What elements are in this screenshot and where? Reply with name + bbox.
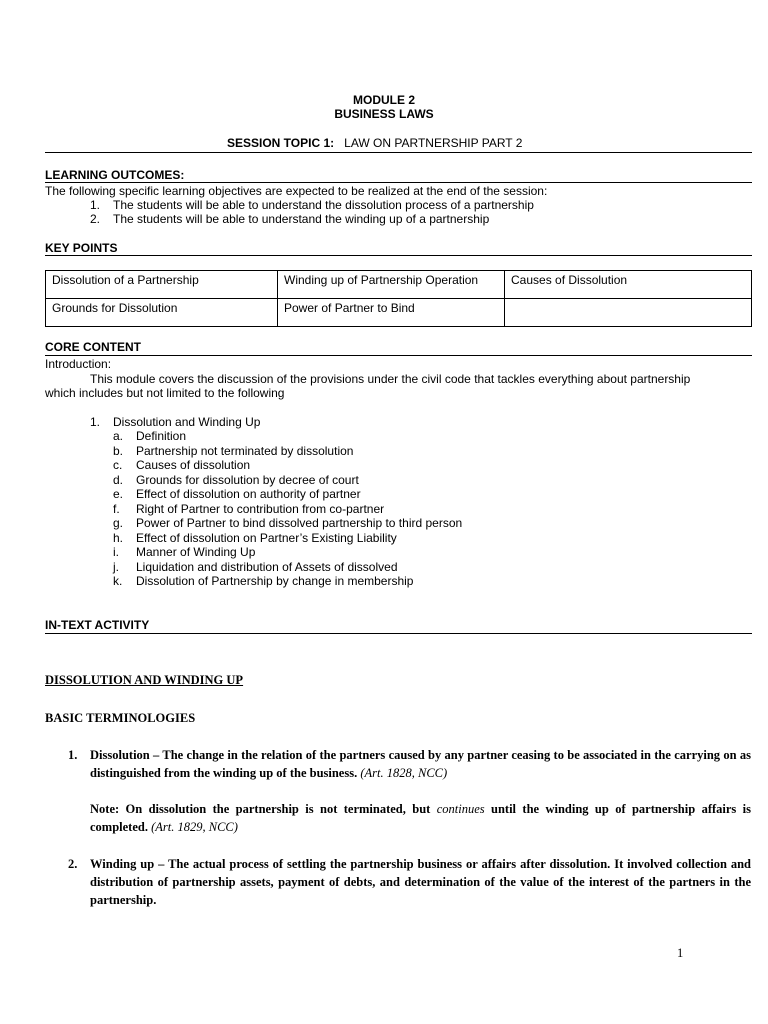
subitem: Liquidation and distribution of Assets of dissolved: [136, 560, 398, 574]
subitem-letter: c.: [113, 458, 123, 472]
subitem-letter: b.: [113, 444, 124, 458]
subitem: Manner of Winding Up: [136, 545, 256, 559]
outcome-item: The students will be able to understand the dissolution process of a partnership: [113, 198, 534, 212]
subitem-letter: g.: [113, 516, 124, 530]
subitem-letter: d.: [113, 473, 124, 487]
note-text: On dissolution the partnership is not terminated, but: [119, 802, 437, 816]
note-citation: (Art. 1829, NCC): [151, 820, 238, 834]
core-content-heading: CORE CONTENT: [45, 340, 141, 354]
subitem-letter: j.: [113, 560, 119, 574]
session-label: SESSION TOPIC 1:: [227, 136, 335, 150]
learning-outcomes-intro: The following specific learning objectives are expected to be realized at the end of the session:: [45, 184, 548, 198]
page-number: 1: [677, 946, 684, 960]
in-text-activity-heading: IN-TEXT ACTIVITY: [45, 618, 150, 632]
key-points-heading: KEY POINTS: [45, 241, 118, 255]
subitem: Right of Partner to contribution from co-partner: [136, 502, 385, 516]
subitem-letter: i.: [113, 545, 119, 559]
term-dissolution: [90, 746, 751, 782]
term-name: Winding up: [90, 857, 155, 871]
divider: [45, 255, 752, 256]
course-title: BUSINESS LAWS: [334, 107, 434, 121]
note-label: Note:: [90, 802, 120, 816]
divider: [45, 355, 752, 356]
term-winding-up: [90, 855, 751, 909]
introduction-label: Introduction:: [45, 357, 112, 371]
table-cell: Causes of Dissolution: [505, 271, 752, 299]
subitem: Grounds for dissolution by decree of court: [136, 473, 359, 487]
divider: [45, 633, 752, 634]
subitem-letter: f.: [113, 502, 120, 516]
section-subtitle: BASIC TERMINOLOGIES: [45, 711, 196, 725]
term-num: 2.: [68, 857, 78, 871]
subitem: Definition: [136, 429, 187, 443]
divider: [45, 182, 752, 183]
outcome-num: 1.: [90, 198, 101, 212]
table-row: [46, 299, 752, 327]
term-num: 1.: [68, 748, 78, 762]
subitem: Effect of dissolution on Partner’s Existing Liability: [136, 531, 397, 545]
subitem: Partnership not terminated by dissolution: [136, 444, 354, 458]
subitem-letter: e.: [113, 487, 124, 501]
module-title: MODULE 2: [352, 93, 415, 107]
subitem: Dissolution of Partnership by change in membership: [136, 574, 414, 588]
learning-outcomes-heading: LEARNING OUTCOMES:: [45, 168, 185, 182]
subitem-letter: k.: [113, 574, 123, 588]
session-topic-text: LAW ON PARTNERSHIP PART 2: [344, 136, 523, 150]
table-cell: Winding up of Partnership Operation: [278, 271, 505, 299]
table-cell: Dissolution of a Partnership: [46, 271, 278, 299]
subitem: Causes of dissolution: [136, 458, 251, 472]
term-definition: The actual process of settling the partnership business or affairs after dissolution. It involved collection and distribution of partnership assets, payment of debts, and determination of the value of the interest of the partners in the partnership.: [90, 857, 752, 907]
divider: [45, 152, 752, 153]
outcome-num: 2.: [90, 212, 101, 226]
table-cell: Grounds for Dissolution: [46, 299, 278, 327]
subitem: Power of Partner to bind dissolved partnership to third person: [136, 516, 463, 530]
table-cell: [505, 299, 752, 327]
list-item: Dissolution and Winding Up: [113, 415, 261, 429]
term-dash: –: [149, 748, 163, 762]
introduction-text: This module covers the discussion of the provisions under the civil code that tackles everything about partnership: [90, 372, 691, 386]
subitem: Effect of dissolution on authority of partner: [136, 487, 361, 501]
outcome-item: The students will be able to understand the winding up of a partnership: [113, 212, 490, 226]
introduction-text: which includes but not limited to the following: [45, 386, 285, 400]
table-row: [46, 271, 752, 299]
term-citation: (Art. 1828, NCC): [360, 766, 448, 780]
key-points-table: [45, 270, 752, 327]
table-cell: Power of Partner to Bind: [278, 299, 505, 327]
term-name: Dissolution: [90, 748, 150, 762]
subitem-letter: h.: [113, 531, 124, 545]
subitem-letter: a.: [113, 429, 124, 443]
term-definition: The change in the relation of the partners caused by any partner ceasing to be associated in the carrying on as distinguished from the winding up of the business.: [90, 748, 751, 780]
term-dash: –: [154, 857, 169, 871]
note-paragraph: [90, 800, 751, 836]
note-emphasis: continues: [436, 802, 485, 816]
session-topic: [227, 136, 522, 150]
section-title: DISSOLUTION AND WINDING UP: [45, 673, 244, 687]
list-item-num: 1.: [90, 415, 101, 429]
note-text: until the winding up of partnership affairs is completed.: [90, 802, 751, 834]
